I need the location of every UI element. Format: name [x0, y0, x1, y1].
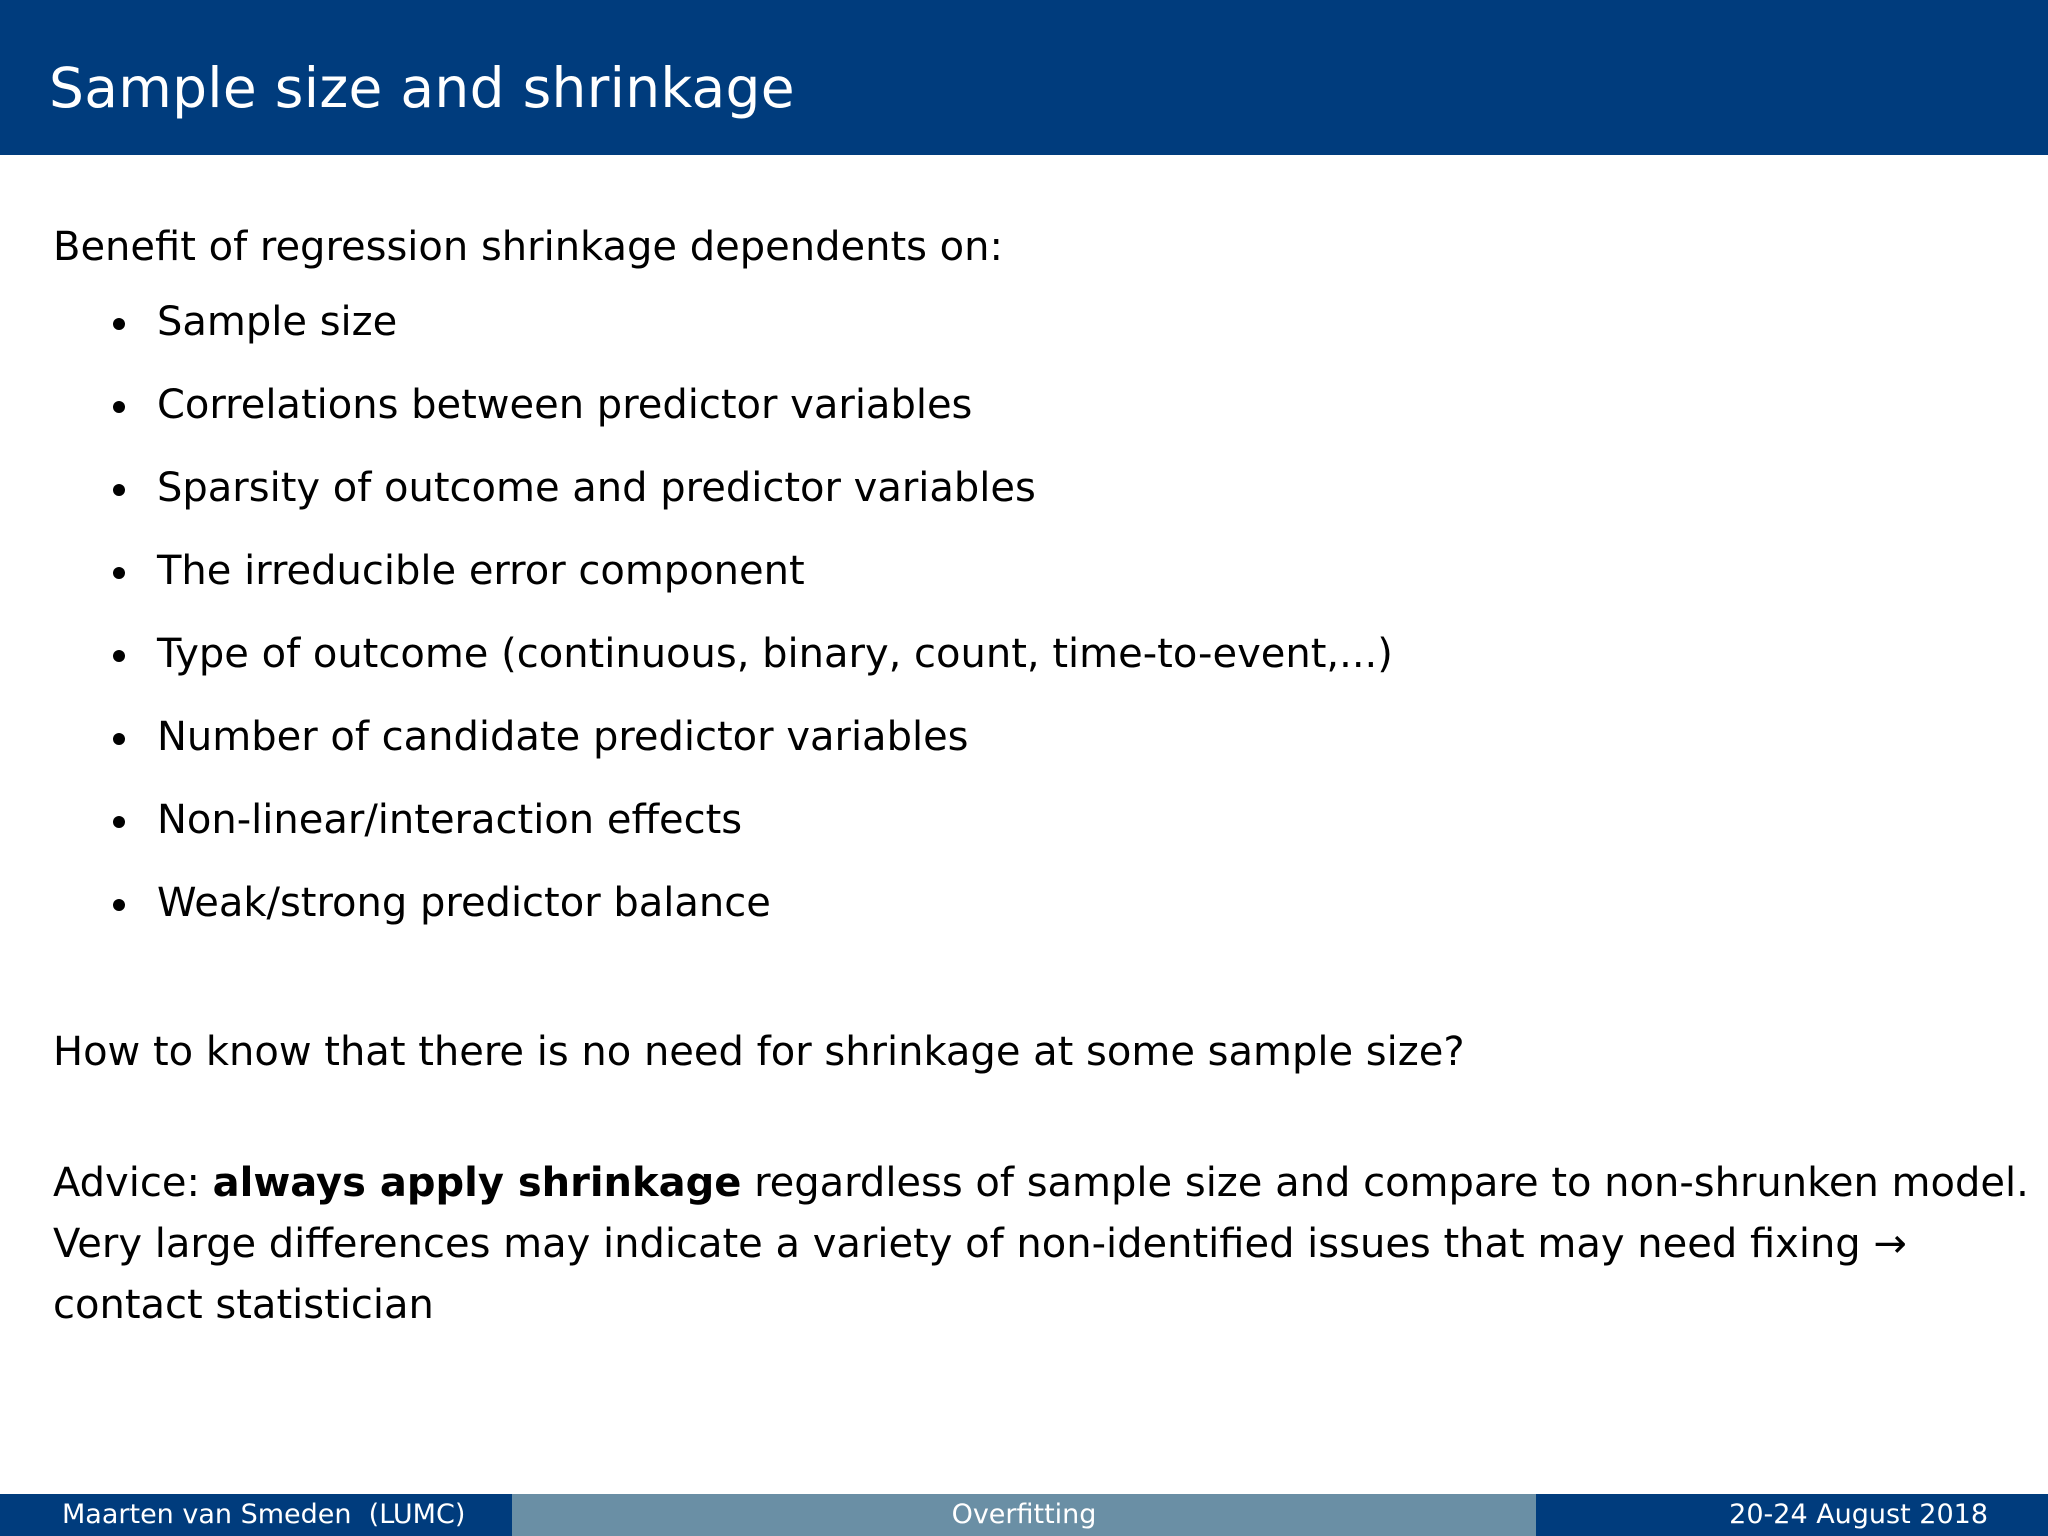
advice-line-1: [53, 1153, 2029, 1214]
list-item-text: The irreducible error component: [157, 548, 805, 594]
title-bar: [0, 0, 2048, 155]
advice-line-3: contact statistician: [53, 1282, 434, 1328]
advice-line-2: Very large differences may indicate a variety of non-identified issues that may need fixing →: [53, 1221, 1907, 1267]
list-item: [53, 461, 1393, 544]
advice-prefix: Advice:: [53, 1160, 213, 1206]
list-item: [53, 876, 1393, 959]
bullet-dot-icon: [113, 318, 125, 330]
slide-title: Sample size and shrinkage: [49, 56, 795, 120]
bullet-dot-icon: [113, 567, 125, 579]
bullet-list: [53, 295, 1393, 959]
footer-topic-section: [512, 1494, 1536, 1536]
footer-date-section: [1536, 1494, 2048, 1536]
bullet-dot-icon: [113, 733, 125, 745]
list-item-text: Non-linear/interaction effects: [157, 797, 743, 843]
list-item-text: Sample size: [157, 299, 398, 345]
bullet-dot-icon: [113, 484, 125, 496]
list-item: [53, 378, 1393, 461]
advice-emphasis: always apply shrinkage: [212, 1160, 742, 1206]
bullet-dot-icon: [113, 401, 125, 413]
footer-author: Maarten van Smeden (LUMC): [62, 1499, 466, 1530]
list-item-text: Number of candidate predictor variables: [157, 714, 969, 760]
bullet-dot-icon: [113, 899, 125, 911]
bullet-dot-icon: [113, 650, 125, 662]
list-item: [53, 544, 1393, 627]
list-item: [53, 710, 1393, 793]
list-item: [53, 627, 1393, 710]
footer-author-section: [0, 1494, 512, 1536]
list-item: [53, 793, 1393, 876]
list-item-text: Correlations between predictor variables: [157, 382, 973, 428]
footer-topic: Overfitting: [951, 1499, 1097, 1530]
list-item: [53, 295, 1393, 378]
question-text: How to know that there is no need for shrinkage at some sample size?: [53, 1029, 1465, 1075]
footer-bar: [0, 1494, 2048, 1536]
advice-rest: regardless of sample size and compare to non-shrunken model.: [741, 1160, 2029, 1206]
footer-date: 20-24 August 2018: [1729, 1499, 1988, 1530]
bullet-dot-icon: [113, 816, 125, 828]
list-item-text: Sparsity of outcome and predictor variables: [157, 465, 1036, 511]
list-item-text: Weak/strong predictor balance: [157, 880, 771, 926]
list-item-text: Type of outcome (continuous, binary, count, time-to-event,...): [157, 631, 1393, 677]
advice-paragraph: [53, 1153, 2029, 1336]
intro-text: Benefit of regression shrinkage dependents on:: [53, 224, 1003, 270]
